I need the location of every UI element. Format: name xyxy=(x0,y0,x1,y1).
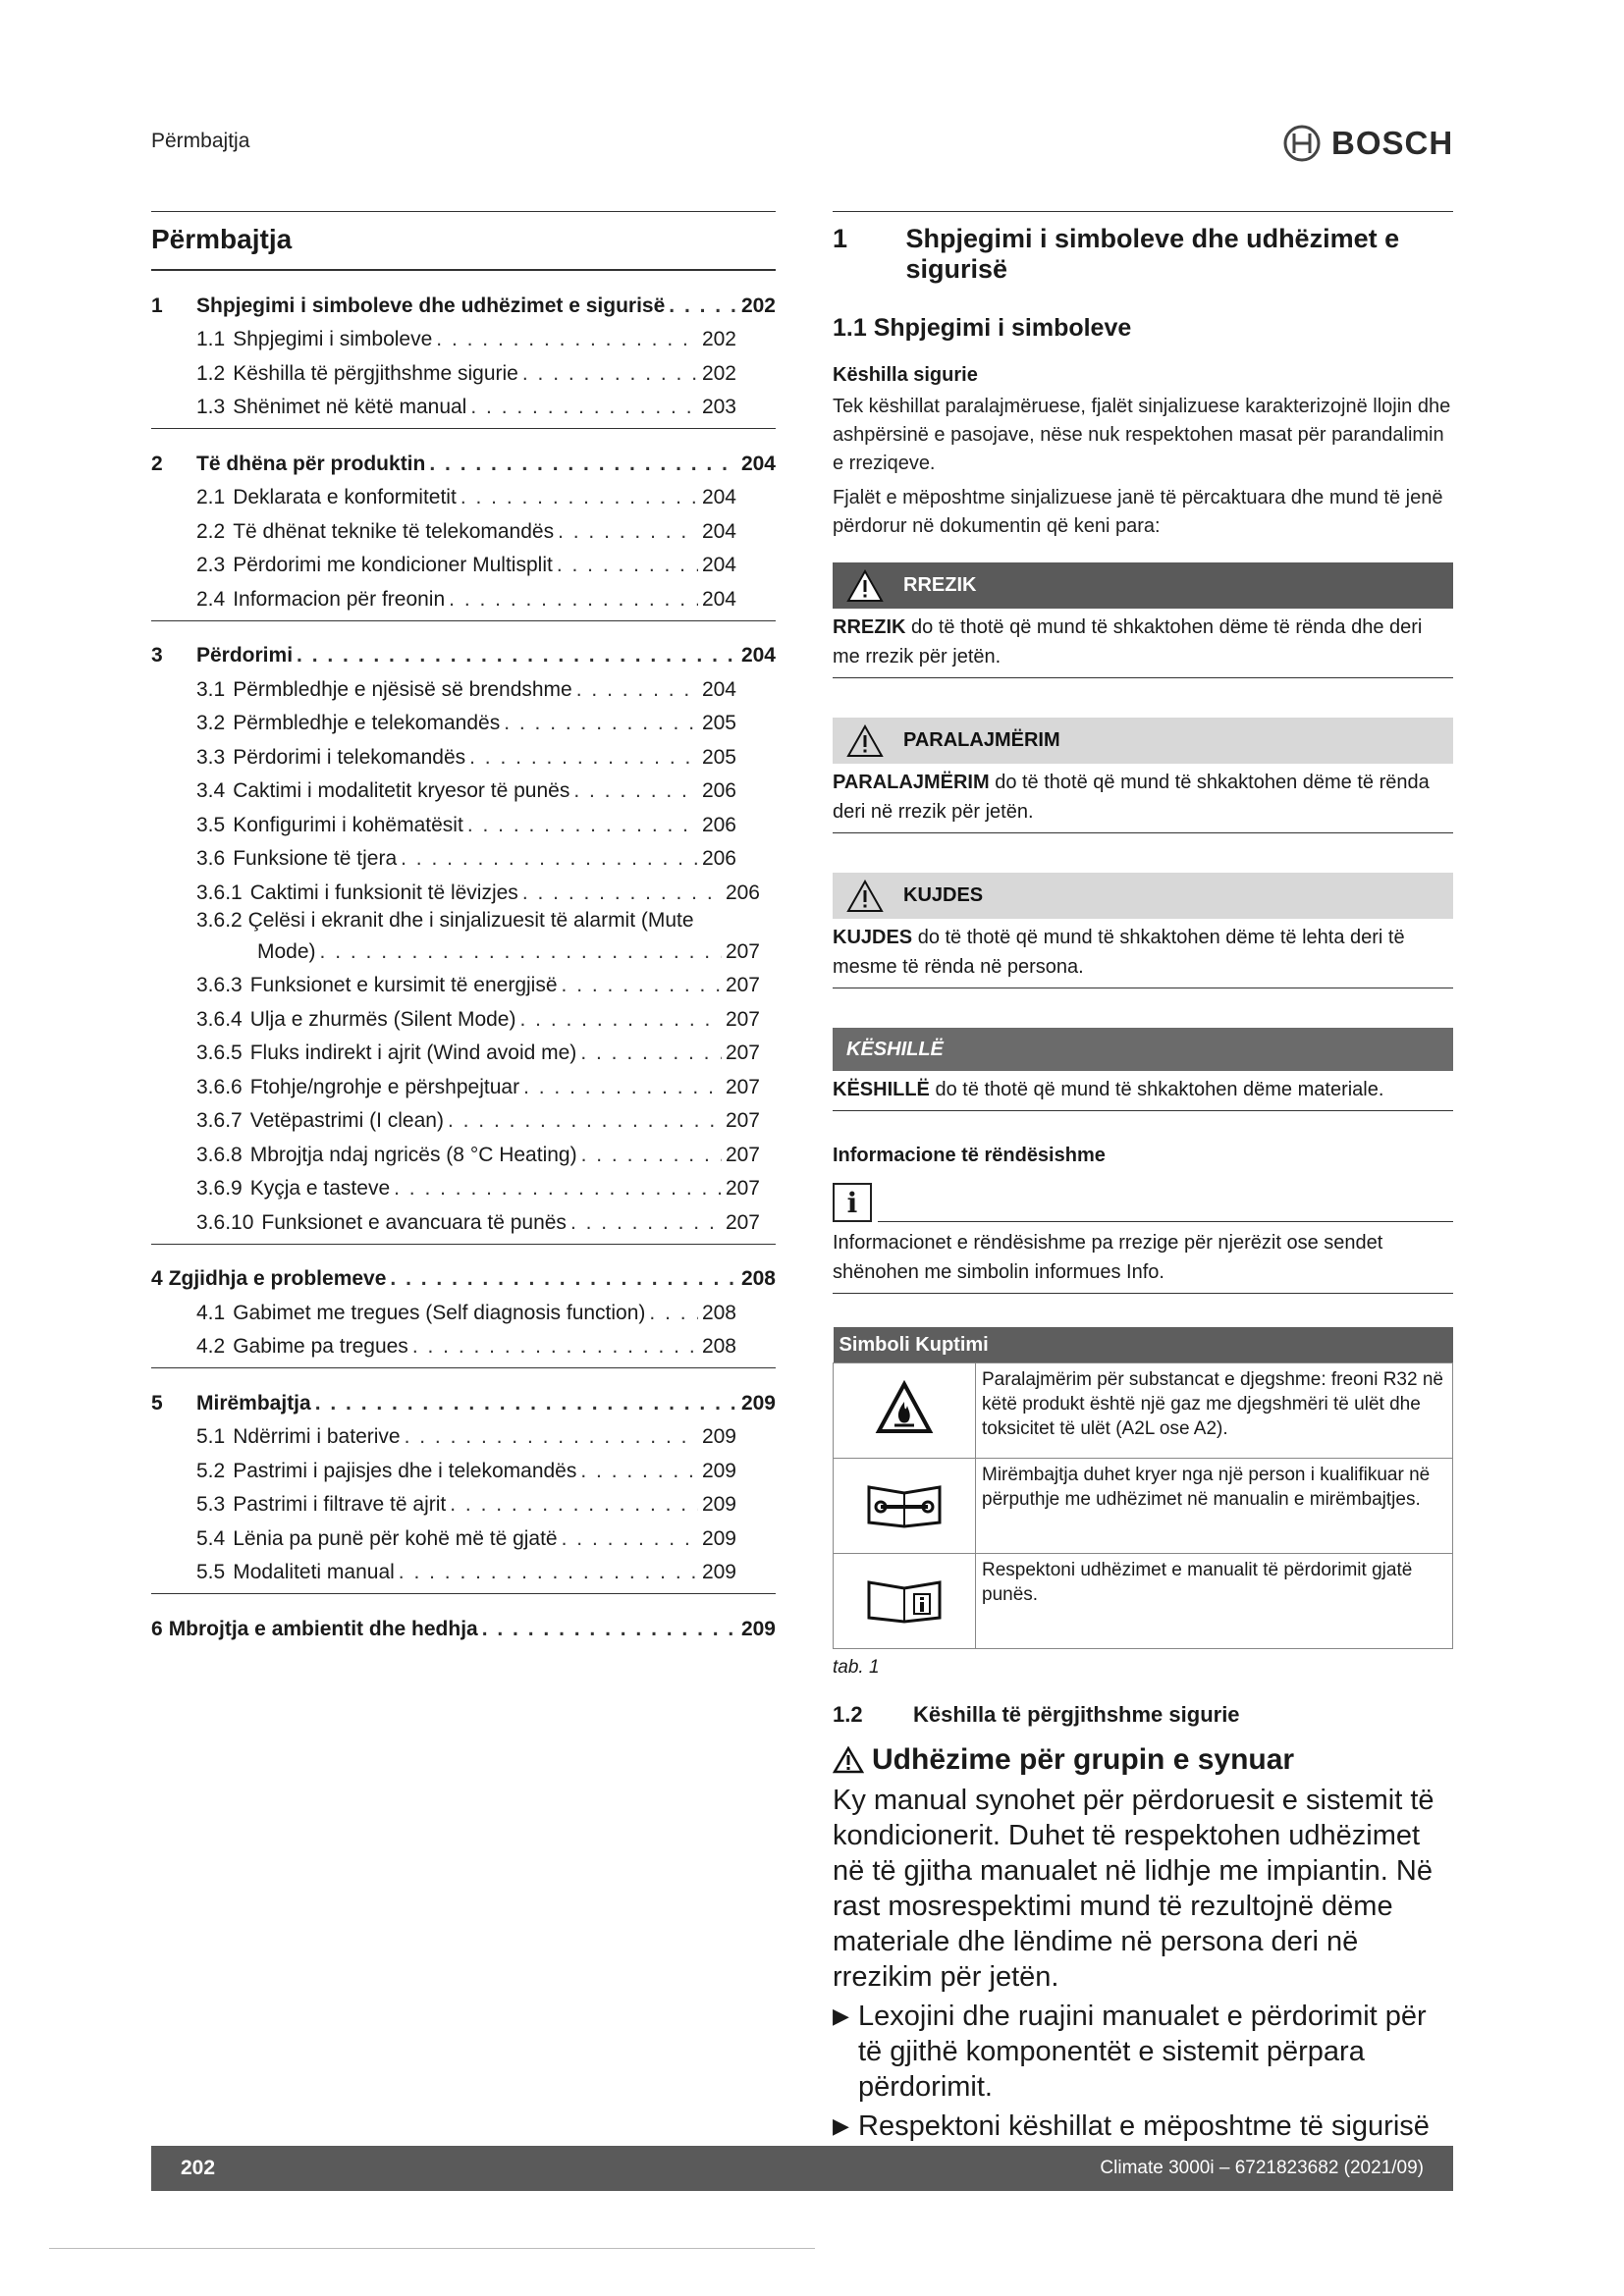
brand-name: BOSCH xyxy=(1331,125,1454,161)
toc-entry[interactable]: 5.5 Modaliteti manual . . . 209 xyxy=(151,1552,776,1586)
toc-entry[interactable]: 4.2 Gabime pa tregues . . . 208 xyxy=(151,1326,776,1361)
table-caption: tab. 1 xyxy=(833,1657,880,1678)
toc-entry[interactable]: 3.5 Konfigurimi i kohëmatësit . . . 206 xyxy=(151,804,776,838)
toc-entry[interactable]: 3.6.9 Kyçja e tasteve . . . 207 xyxy=(151,1168,776,1202)
symbol-table xyxy=(833,1327,1453,1649)
section-heading: 1.1 Shpjegimi i simboleve xyxy=(833,314,1132,342)
toc-entry[interactable]: 2.2 Të dhënat teknike të telekomandës . . . 204 xyxy=(151,510,776,545)
toc-section-6 xyxy=(151,1602,776,1650)
toc-entry[interactable]: 5.1 Ndërrimi i baterive . . . 209 xyxy=(151,1416,776,1451)
read-manual-icon xyxy=(863,1573,946,1624)
brand-logo xyxy=(1282,124,1453,163)
toc-entry[interactable]: 5 Mirëmbajtja . . . 209 xyxy=(151,1382,776,1416)
toc-entry[interactable]: 3.2 Përmbledhje e telekomandës . . . 205 xyxy=(151,703,776,737)
bosch-armature-icon xyxy=(1282,124,1322,163)
paragraph: Ky manual synohet për përdoruesit e sistemit të kondicionerit. Duhet të respektohen udhëzimet në të gjitha manualet në lidhje me impiantin. Në rast mosrespektimi mund të rezultojnë dëme materiale dhe lëndime në persona deri në rrezikim për jetën. xyxy=(833,1785,1435,1993)
toc-entry[interactable]: 1.3 Shënimet në këtë manual . . . 203 xyxy=(151,387,776,421)
toc-section-2 xyxy=(151,437,776,621)
toc-entry[interactable]: 5.3 Pastrimi i filtrave të ajrit . . . 209 xyxy=(151,1484,776,1519)
toc-entry[interactable]: 6 Mbrojtja e ambientit dhe hedhja . . . 209 xyxy=(151,1608,776,1642)
info-text: Informacionet e rëndësishme pa rrezige për njerëzit ose sendet shënohen me simbolin informues Info. xyxy=(833,1222,1453,1294)
caution-label: KUJDES xyxy=(903,884,984,906)
target-group-heading: Udhëzime për grupin e synuar xyxy=(833,1743,1453,1777)
warning-triangle-icon xyxy=(833,1746,864,1774)
paragraph: Fjalët e mëposhtme sinjalizuese janë të përcaktuara dhe mund të jenë përdorur në dokumentin që keni para: xyxy=(833,487,1443,537)
tip-notice: KËSHILLË KËSHILLË do të thotë që mund të shkaktohen dëme materiale. xyxy=(833,1028,1453,1111)
toc-entry[interactable]: 4 Zgjidhja e problemeve . . . 208 xyxy=(151,1258,776,1293)
toc-entry[interactable]: 1.2 Këshilla të përgjithshme sigurie . . . 202 xyxy=(151,352,776,387)
toc-entry[interactable]: 3 Përdorimi . . . 204 xyxy=(151,635,776,669)
toc-entry[interactable]: 3.6.5 Fluks indirekt i ajrit (Wind avoid me) . . . 207 xyxy=(151,1033,776,1067)
list-item: ▶ Lexojini dhe ruajini manualet e përdorimit për të gjithë komponentët e sistemit përpara përdorimit. xyxy=(833,2001,1427,2103)
warning-label: PARALAJMËRIM xyxy=(903,729,1060,751)
toc-entry[interactable]: 3.6.2 Çelësi i ekranit dhe i sinjalizuesit të alarmit (Mute Mode) . . . 207 xyxy=(151,906,776,965)
subheading: Informacione të rëndësishme xyxy=(833,1145,1106,1166)
service-manual-icon xyxy=(863,1477,946,1528)
toc-entry[interactable]: 3.1 Përmbledhje e njësisë së brendshme . . . 204 xyxy=(151,668,776,703)
toc-entry[interactable]: 1 Shpjegimi i simboleve dhe udhëzimet e sigurisë . . . 202 xyxy=(151,285,776,319)
table-row: Respektoni udhëzimet e manualit të përdorimit gjatë punës. xyxy=(834,1554,1453,1649)
toc-entry[interactable]: 2 Të dhëna për produktin . . . 204 xyxy=(151,443,776,477)
toc-section-4 xyxy=(151,1253,776,1369)
chapter-heading: 1 Shpjegimi i simboleve dhe udhëzimet e sigurisë xyxy=(833,224,1400,284)
toc-entry[interactable]: 3.6.10 Funksionet e avancuara të punës . . . 207 xyxy=(151,1201,776,1236)
toc-entry[interactable]: 2.4 Informacion për freonin . . . 204 xyxy=(151,578,776,613)
danger-notice: RREZIK RREZIK do të thotë që mund të shkaktohen dëme të rënda dhe deri me rrezik për jetën. xyxy=(833,562,1453,678)
warning-notice: PARALAJMËRIM PARALAJMËRIM do të thotë që mund të shkaktohen dëme të rënda deri në rrezik për jetën. xyxy=(833,718,1453,833)
table-header: Simboli Kuptimi xyxy=(834,1327,1453,1363)
toc-entry[interactable]: 2.1 Deklarata e konformitetit . . . 204 xyxy=(151,477,776,511)
toc-entry[interactable]: 2.3 Përdorimi me kondicioner Multisplit . . . 204 xyxy=(151,545,776,579)
flammable-warning-icon xyxy=(875,1380,934,1435)
table-row: Mirëmbajtja duhet kryer nga një person i kualifikuar në përputhje me udhëzimet në manualin e mirëmbajtjes. xyxy=(834,1459,1453,1554)
toc-entry[interactable]: 1.1 Shpjegimi i simboleve . . . 202 xyxy=(151,319,776,353)
tip-label: KËSHILLË xyxy=(833,1028,1453,1071)
paragraph: Tek këshillat paralajmëruese, fjalët sinjalizuese karakterizojnë llojin dhe ashpërsinë e pasojave, nëse nuk respektohen masat për parandalimin e rreziqeve. xyxy=(833,396,1451,474)
warning-triangle-icon xyxy=(846,569,884,603)
divider xyxy=(49,2248,815,2249)
toc-entry[interactable]: 3.6.3 Funksionet e kursimit të energjisë . . . 207 xyxy=(151,965,776,999)
toc-entry[interactable]: 3.6.4 Ulja e zhurmës (Silent Mode) . . . 207 xyxy=(151,998,776,1033)
toc-entry[interactable]: 3.6.6 Ftohje/ngrohje e përshpejtuar . . . 207 xyxy=(151,1066,776,1100)
toc-entry[interactable]: 5.2 Pastrimi i pajisjes dhe i telekomandës . . . 209 xyxy=(151,1450,776,1484)
toc-entry[interactable]: 3.6.1 Caktimi i funksionit të lëvizjes . . . 206 xyxy=(151,872,776,906)
toc-entry[interactable]: 3.6.8 Mbrojtja ndaj ngricës (8 °C Heating) . . . 207 xyxy=(151,1134,776,1168)
info-marker xyxy=(833,1183,1453,1222)
toc-entry[interactable]: 3.6 Funksione të tjera . . . 206 xyxy=(151,838,776,873)
toc-section-3 xyxy=(151,629,776,1245)
warning-triangle-icon xyxy=(846,724,884,758)
toc-entry[interactable]: 3.4 Caktimi i modalitetit kryesor të punës . . . 206 xyxy=(151,771,776,805)
running-head: Përmbajtja xyxy=(151,130,250,152)
section-heading: 1.2 Këshilla të përgjithshme sigurie xyxy=(833,1702,1240,1727)
toc-title: Përmbajtja xyxy=(151,224,293,254)
page-footer xyxy=(151,2146,1453,2191)
table-of-contents xyxy=(151,211,776,1658)
danger-label: RREZIK xyxy=(903,574,977,596)
info-icon: i xyxy=(833,1183,872,1222)
page-number: 202 xyxy=(181,2157,216,2179)
caution-notice: KUJDES KUJDES do të thotë që mund të shkaktohen dëme të lehta deri të mesme të rënda në persona. xyxy=(833,873,1453,988)
warning-triangle-icon xyxy=(846,880,884,913)
toc-entry[interactable]: 3.3 Përdorimi i telekomandës . . . 205 xyxy=(151,736,776,771)
subheading: Këshilla sigurie xyxy=(833,364,978,386)
toc-section-1 xyxy=(151,279,776,429)
toc-entry[interactable]: 4.1 Gabimet me tregues (Self diagnosis function) . . . 208 xyxy=(151,1292,776,1326)
content-column xyxy=(833,211,1453,2179)
toc-entry[interactable]: 5.4 Lënia pa punë për kohë më të gjatë . . . 209 xyxy=(151,1518,776,1552)
toc-entry[interactable]: 3.6.7 Vetëpastrimi (I clean) . . . 207 xyxy=(151,1100,776,1135)
toc-section-5 xyxy=(151,1376,776,1594)
document-reference: Climate 3000i – 6721823682 (2021/09) xyxy=(1100,2158,1424,2178)
table-row: Paralajmërim për substancat e djegshme: freoni R32 në këtë produkt është një gaz me djegshmëri të ulët dhe toksicitet të ulët (A2L ose A2). xyxy=(834,1363,1453,1459)
list-item: ▶ Respektoni këshillat e mëposhtme të sigurisë xyxy=(833,2110,1430,2142)
